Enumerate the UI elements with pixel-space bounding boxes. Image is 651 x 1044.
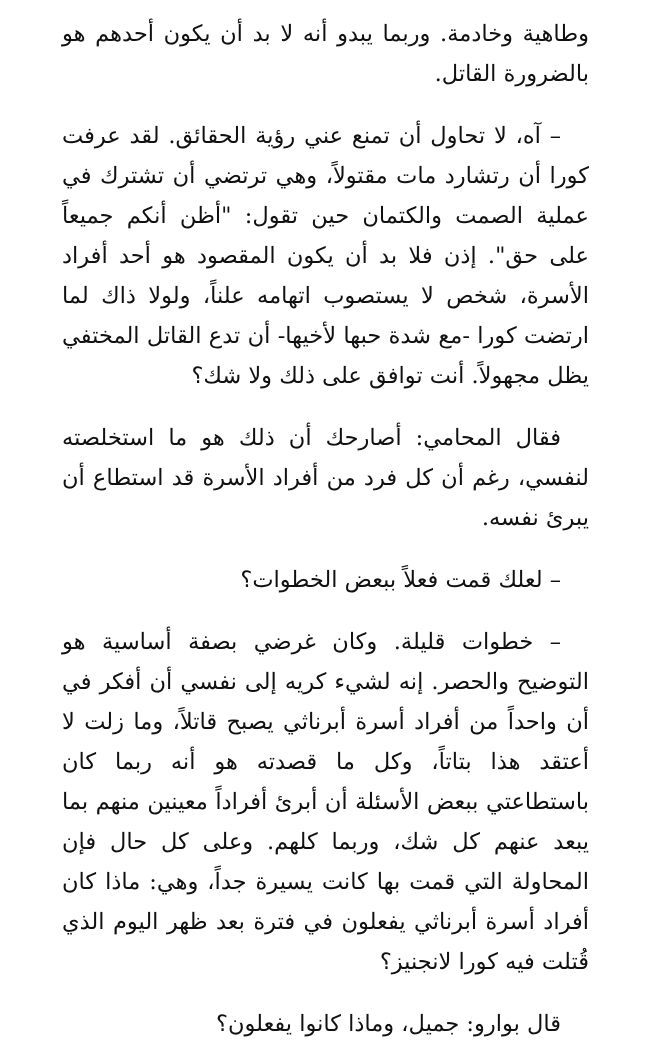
- paragraph-6: قال بوارو: جميل، وماذا كانوا يفعلون؟: [216, 1011, 561, 1037]
- paragraph-1: وطاهية وخادمة. وربما يبدو أنه لا بد أن يكون أحدهم هو بالضرورة القاتل.: [62, 21, 589, 87]
- paragraph-3: فقال المحامي: أصارحك أن ذلك هو ما استخلصته لنفسي، رغم أن كل فرد من أفراد الأسرة قد استطاع أن يبرئ نفسه.: [62, 425, 589, 531]
- paragraph-5: – خطوات قليلة. وكان غرضي بصفة أساسية هو التوضيح والحصر. إنه لشيء كريه إلى نفسي أن أفكر في أن واحداً من أفراد أسرة أبرناثي يصبح قاتلاً، وما زلت لا أعتقد هذا بتاتاً، وكل ما قصدته هو أنه ربما كان باستطاعتي ببعض الأسئلة أن أبرئ أفراداً معينين منهم بما يبعد عنهم كل شك، وربما كلهم. وعلى كل حال فإن المحاولة التي قمت بها كانت يسيرة جداً، وهي: ماذا كان أفراد أسرة أبرناثي يفعلون في فترة بعد ظهر اليوم الذي قُتلت فيه كورا لانجنيز؟: [62, 629, 589, 975]
- paragraph-2: – آه، لا تحاول أن تمنع عني رؤية الحقائق. لقد عرفت كورا أن رتشارد مات مقتولاً، وهي ترتضي أن تشترك في عملية الصمت والكتمان حين تقول: "أظن أنكم جميعاً على حق". إذن فلا بد أن يكون المقصود هو أحد أفراد الأسرة، شخص لا يستصوب اتهامه علناً، ولولا ذاك لما ارتضت كورا -مع شدة حبها لأخيها- أن تدع القاتل المختفي يظل مجهولاً. أنت توافق على ذلك ولا شك؟: [62, 123, 589, 389]
- paragraph-4: – لعلك قمت فعلاً ببعض الخطوات؟: [240, 567, 561, 593]
